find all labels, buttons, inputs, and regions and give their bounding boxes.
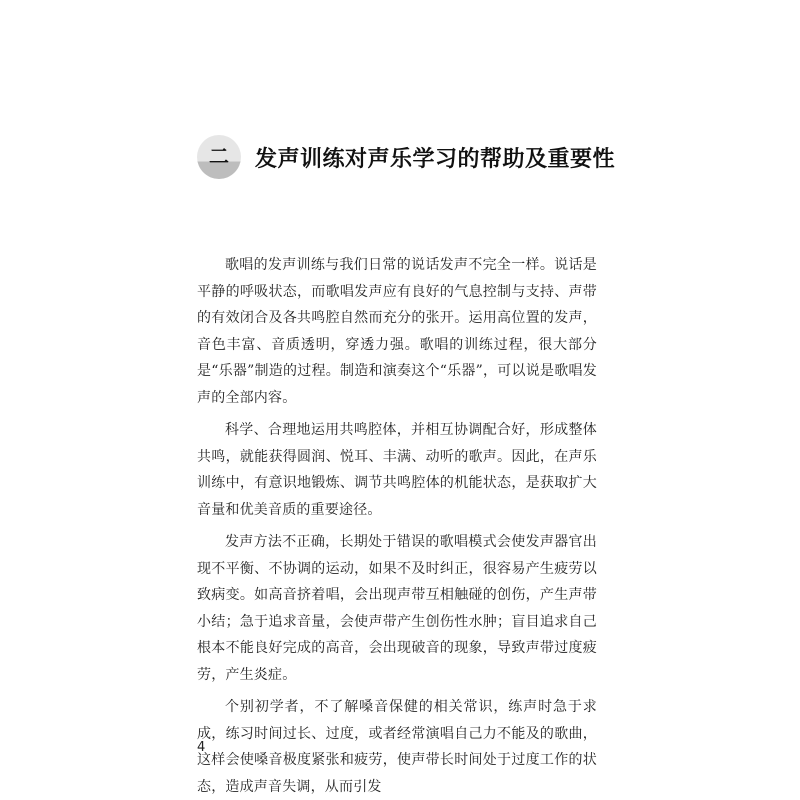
paragraph-3: 发声方法不正确，长期处于错误的歌唱模式会使发声器官出现不平衡、不协调的运动，如果不及时纠正，很容易产生疲劳以致病变。如高音挤着唱，会出现声带互相触碰的创伤，产生声带小结；急于追求音量，会使声带产生创伤性水肿；盲目追求自己根本不能良好完成的高音，会出现破音的现象，导致声带过度疲劳，产生炎症。 [197, 534, 597, 683]
paragraph-4: 个别初学者，不了解嗓音保健的相关常识，练声时急于求成，练习时间过长、过度，或者经常演唱自己力不能及的歌曲，这样会使嗓音极度紧张和疲劳，使声带长时间处于过度工作的状态，造成声音失调，从而引发 [197, 699, 597, 795]
section-heading [197, 134, 615, 180]
body-text [197, 252, 597, 800]
section-number-circle [197, 135, 241, 179]
section-number: 二 [209, 144, 229, 168]
paragraph-2: 科学、合理地运用共鸣腔体，并相互协调配合好，形成整体共鸣，就能获得圆润、悦耳、丰满、动听的歌声。因此，在声乐训练中，有意识地锻炼、调节共鸣腔体的机能状态，是获取扩大音量和优美音质的重要途径。 [197, 422, 597, 518]
paragraph-1: 歌唱的发声训练与我们日常的说话发声不完全一样。说话是平静的呼吸状态，而歌唱发声应有良好的气息控制与支持、声带的有效闭合及各共鸣腔自然而充分的张开。运用高位置的发声，音色丰富、音质透明，穿透力强。歌唱的训练过程，很大部分是“乐器”制造的过程。制造和演奏这个“乐器”，可以说是歌唱发声的全部内容。 [197, 257, 597, 406]
section-title: 发声训练对声乐学习的帮助及重要性 [255, 146, 616, 172]
page-number: 4 [197, 740, 206, 755]
